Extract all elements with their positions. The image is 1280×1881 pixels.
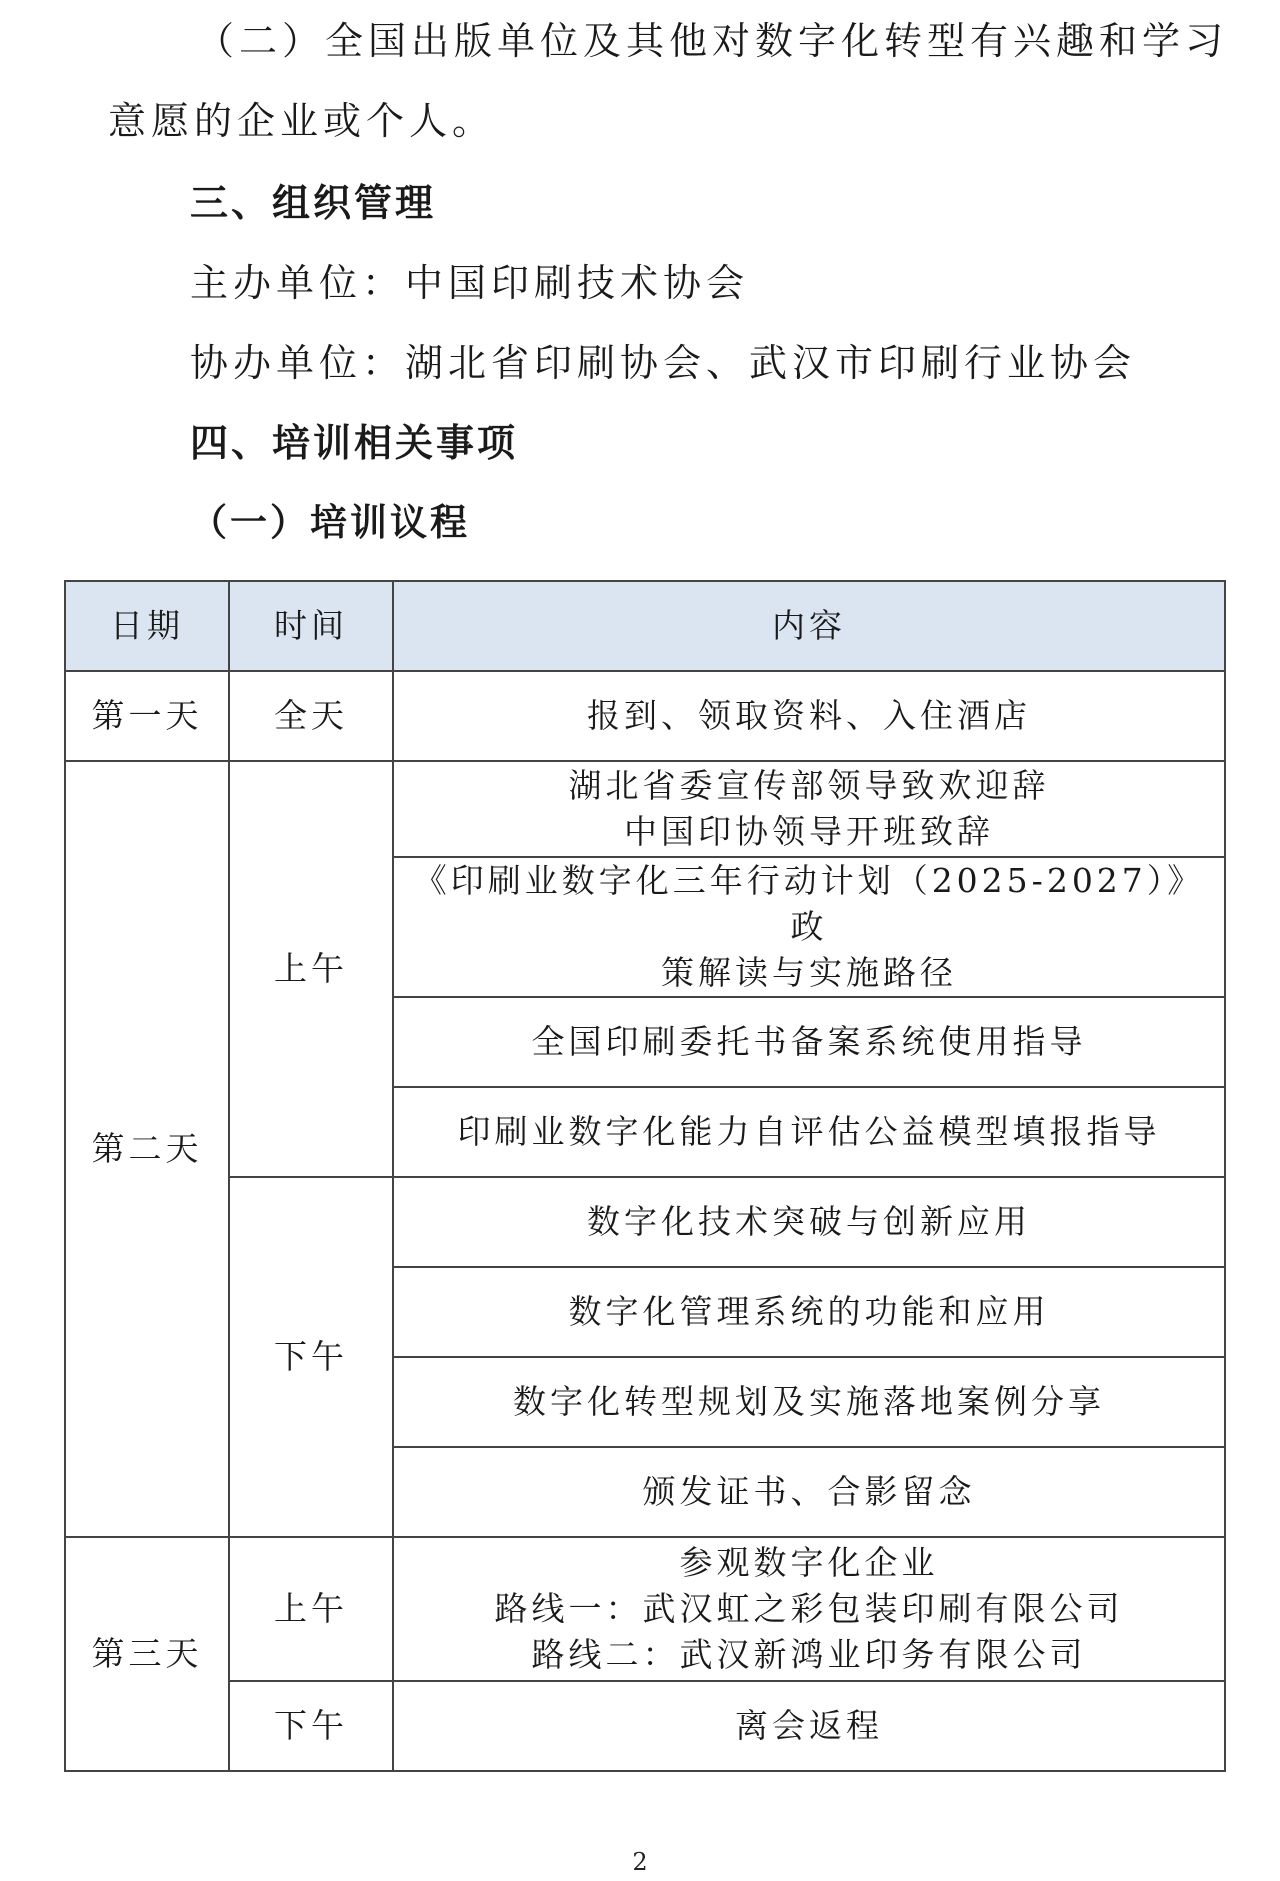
day-1-label: 第一天 xyxy=(65,671,229,761)
day-2-morning-item: 全国印刷委托书备案系统使用指导 xyxy=(393,997,1225,1087)
day-2-afternoon-item: 数字化转型规划及实施落地案例分享 xyxy=(393,1357,1225,1447)
day-3-morning-line: 参观数字化企业 xyxy=(679,1543,939,1582)
day-2-afternoon-period: 下午 xyxy=(229,1177,393,1537)
day-3-label: 第三天 xyxy=(65,1537,229,1771)
day-3-afternoon-period: 下午 xyxy=(229,1681,393,1771)
day-2-policy-cell xyxy=(393,857,1225,997)
day-2-policy-line: 《印刷业数字化三年行动计划（2025-2027）》政 xyxy=(413,861,1205,946)
intro-line-1: （二）全国出版单位及其他对数字化转型有兴趣和学习 xyxy=(196,19,1229,63)
training-agenda-table xyxy=(64,580,1226,1772)
day-3-morning-cell xyxy=(393,1537,1225,1681)
day-2-afternoon-item: 颁发证书、合影留念 xyxy=(393,1447,1225,1537)
day-3-morning-period: 上午 xyxy=(229,1537,393,1681)
table-row xyxy=(65,671,1225,761)
day-2-afternoon-item: 数字化管理系统的功能和应用 xyxy=(393,1267,1225,1357)
section-4-subtitle: （一）培训议程 xyxy=(190,501,470,544)
table-row xyxy=(65,1537,1225,1681)
table-row xyxy=(65,761,1225,857)
table-row xyxy=(65,1681,1225,1771)
day-2-label: 第二天 xyxy=(65,761,229,1537)
day-2-afternoon-item: 数字化技术突破与创新应用 xyxy=(393,1177,1225,1267)
header-time: 时间 xyxy=(229,581,393,671)
day-2-policy-line: 策解读与实施路径 xyxy=(661,953,957,992)
day-2-morning-item: 印刷业数字化能力自评估公益模型填报指导 xyxy=(393,1087,1225,1177)
day-2-welcome-cell xyxy=(393,761,1225,857)
day-3-afternoon-item: 离会返程 xyxy=(393,1681,1225,1771)
section-3-title: 三、组织管理 xyxy=(190,181,437,225)
day-2-welcome-line: 中国印协领导开班致辞 xyxy=(624,812,994,851)
table-header-row xyxy=(65,581,1225,671)
day-1-item: 报到、领取资料、入住酒店 xyxy=(393,671,1225,761)
cohost-unit: 协办单位：湖北省印刷协会、武汉市印刷行业协会 xyxy=(190,341,1137,385)
section-4-title: 四、培训相关事项 xyxy=(190,421,519,465)
day-1-period: 全天 xyxy=(229,671,393,761)
host-unit: 主办单位：中国印刷技术协会 xyxy=(190,261,750,305)
day-2-morning-period: 上午 xyxy=(229,761,393,1177)
header-date: 日期 xyxy=(65,581,229,671)
day-3-morning-line: 路线一：武汉虹之彩包装印刷有限公司 xyxy=(494,1589,1124,1628)
day-2-welcome-line: 湖北省委宣传部领导致欢迎辞 xyxy=(568,766,1050,805)
day-3-morning-line: 路线二：武汉新鸿业印务有限公司 xyxy=(531,1635,1087,1674)
table-row xyxy=(65,1177,1225,1267)
intro-line-2: 意愿的企业或个人。 xyxy=(108,99,496,143)
page-number: 2 xyxy=(632,1848,648,1876)
header-content: 内容 xyxy=(393,581,1225,671)
